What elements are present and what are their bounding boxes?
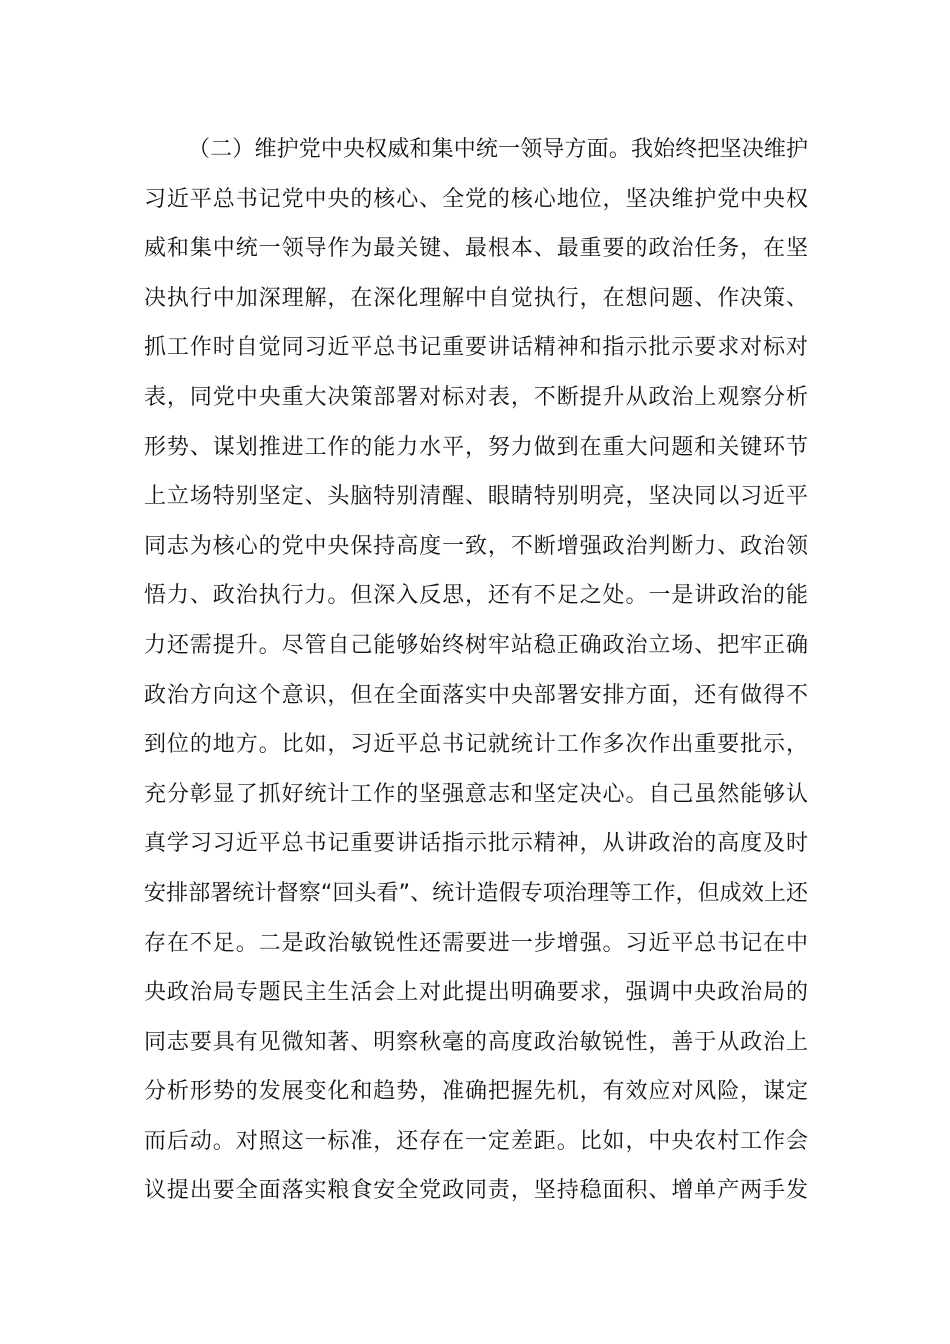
text-line: 充分彰显了抓好统计工作的坚强意志和坚定决心。自己虽然能够认 — [144, 781, 808, 807]
text-line: 抓工作时自觉同习近平总书记重要讲话精神和指示批示要求对标对 — [144, 335, 808, 361]
text-line: 安排部署统计督察“回头看”、统计造假专项治理等工作，但成效上还 — [144, 880, 808, 906]
text-line: 决执行中加深理解，在深化理解中自觉执行，在想问题、作决策、 — [144, 285, 808, 311]
text-line: 习近平总书记党中央的核心、全党的核心地位，坚决维护党中央权 — [144, 186, 808, 212]
text-line: 而后动。对照这一标准，还存在一定差距。比如，中央农村工作会 — [144, 1128, 808, 1154]
text-line: 悟力、政治执行力。但深入反思，还有不足之处。一是讲政治的能 — [144, 583, 808, 609]
text-line: 到位的地方。比如，习近平总书记就统计工作多次作出重要批示， — [144, 732, 808, 758]
text-line: 议提出要全面落实粮食安全党政同责，坚持稳面积、增单产两手发 — [144, 1178, 808, 1204]
text-line: 威和集中统一领导作为最关键、最根本、最重要的政治任务，在坚 — [144, 236, 808, 262]
text-line: 存在不足。二是政治敏锐性还需要进一步增强。习近平总书记在中 — [144, 930, 808, 956]
text-line: 真学习习近平总书记重要讲话指示批示精神，从讲政治的高度及时 — [144, 831, 808, 857]
text-line: 力还需提升。尽管自己能够始终树牢站稳正确政治立场、把牢正确 — [144, 632, 808, 658]
text-line: （二）维护党中央权威和集中统一领导方面。我始终把坚决维护 — [188, 137, 808, 162]
text-line: 政治方向这个意识，但在全面落实中央部署安排方面，还有做得不 — [144, 682, 808, 708]
text-line: 央政治局专题民主生活会上对此提出明确要求，强调中央政治局的 — [144, 980, 808, 1006]
text-line: 同志要具有见微知著、明察秋毫的高度政治敏锐性，善于从政治上 — [144, 1029, 808, 1055]
text-line: 表，同党中央重大决策部署对标对表，不断提升从政治上观察分析 — [144, 384, 808, 410]
text-line: 分析形势的发展变化和趋势，准确把握先机，有效应对风险，谋定 — [144, 1079, 808, 1105]
text-line: 同志为核心的党中央保持高度一致，不断增强政治判断力、政治领 — [144, 533, 808, 559]
body-paragraph — [144, 130, 808, 1221]
text-line: 形势、谋划推进工作的能力水平，努力做到在重大问题和关键环节 — [144, 434, 808, 460]
text-line: 上立场特别坚定、头脑特别清醒、眼睛特别明亮，坚决同以习近平 — [144, 484, 808, 510]
